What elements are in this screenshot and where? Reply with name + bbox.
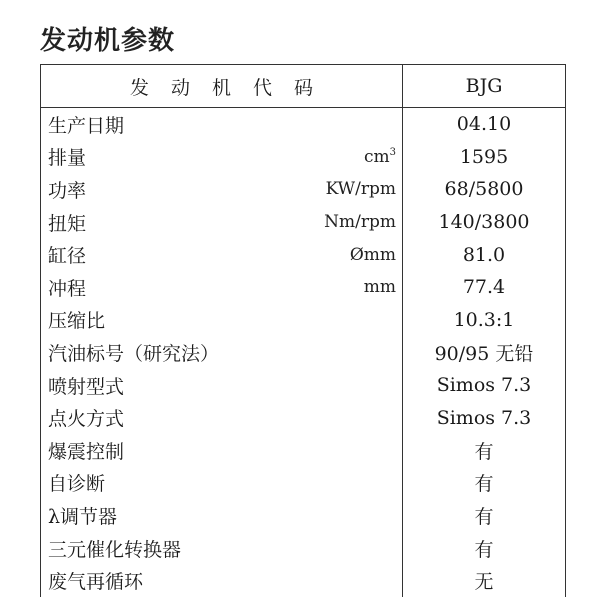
- table-row: [41, 238, 566, 271]
- row-value: 无: [403, 564, 566, 597]
- row-label-cell: [41, 336, 403, 369]
- row-label: 排量: [48, 147, 87, 170]
- row-label-cell: [41, 434, 403, 467]
- table-row: [41, 108, 566, 141]
- row-label: 冲程: [48, 277, 87, 300]
- row-unit-text: Ømm: [349, 244, 396, 265]
- table-body: [41, 108, 566, 597]
- row-label: 缸径: [48, 245, 87, 268]
- row-label: 爆震控制: [48, 440, 125, 463]
- row-value: 81.0: [403, 238, 566, 271]
- row-label-cell: [41, 467, 403, 500]
- row-label: 废气再循环: [48, 571, 144, 594]
- table-row: [41, 336, 566, 369]
- table-row: [41, 499, 566, 532]
- header-value: BJG: [403, 65, 566, 108]
- table-header-row: [41, 65, 566, 108]
- row-label-cell: [41, 369, 403, 402]
- header-label: 发动机代码: [41, 65, 403, 108]
- table-row: [41, 434, 566, 467]
- row-unit-text: KW/rpm: [325, 179, 396, 200]
- row-value: 68/5800: [403, 173, 566, 206]
- row-unit: [364, 277, 396, 297]
- table-row: [41, 141, 566, 174]
- row-unit: [350, 245, 396, 265]
- row-unit: [324, 212, 396, 232]
- row-value: 90/95 无铅: [403, 336, 566, 369]
- row-unit-superscript: 3: [389, 146, 396, 158]
- row-label-cell: [41, 238, 403, 271]
- row-label-cell: [41, 304, 403, 337]
- row-unit: [326, 179, 396, 199]
- table-row: [41, 369, 566, 402]
- table-row: [41, 467, 566, 500]
- table-row: [41, 173, 566, 206]
- row-label: 汽油标号（研究法）: [48, 342, 220, 365]
- row-label: 喷射型式: [48, 375, 125, 398]
- row-label: 扭矩: [48, 212, 87, 235]
- row-unit: [364, 147, 396, 167]
- row-label: 自诊断: [48, 473, 106, 496]
- row-value: 04.10: [403, 108, 566, 141]
- row-label: 三元催化转换器: [48, 538, 182, 561]
- row-label-cell: [41, 108, 403, 141]
- table-row: [41, 271, 566, 304]
- row-label: 压缩比: [48, 310, 106, 333]
- page-title: 发动机参数: [40, 26, 176, 56]
- table-row: [41, 401, 566, 434]
- row-label: λ调节器: [48, 505, 118, 528]
- row-label-cell: [41, 206, 403, 239]
- table-row: [41, 304, 566, 337]
- row-unit-text: mm: [363, 277, 396, 298]
- row-value: 1595: [403, 141, 566, 174]
- row-value: 有: [403, 434, 566, 467]
- row-value: 10.3:1: [403, 304, 566, 337]
- table-row: [41, 532, 566, 565]
- row-unit-text: cm: [363, 146, 390, 167]
- row-label-cell: [41, 564, 403, 597]
- row-label: 生产日期: [48, 114, 125, 137]
- row-label: 点火方式: [48, 408, 125, 431]
- row-label-cell: [41, 499, 403, 532]
- row-label-cell: [41, 532, 403, 565]
- row-value: 有: [403, 467, 566, 500]
- row-value: Simos 7.3: [403, 401, 566, 434]
- row-label-cell: [41, 173, 403, 206]
- row-value: Simos 7.3: [403, 369, 566, 402]
- row-value: 140/3800: [403, 206, 566, 239]
- table-row: [41, 206, 566, 239]
- row-label: 功率: [48, 179, 87, 202]
- row-label-cell: [41, 271, 403, 304]
- row-label-cell: [41, 141, 403, 174]
- row-value: 有: [403, 532, 566, 565]
- engine-spec-table: [40, 64, 566, 597]
- table-row: [41, 564, 566, 597]
- row-value: 77.4: [403, 271, 566, 304]
- row-label-cell: [41, 401, 403, 434]
- row-unit-text: Nm/rpm: [324, 212, 396, 233]
- row-value: 有: [403, 499, 566, 532]
